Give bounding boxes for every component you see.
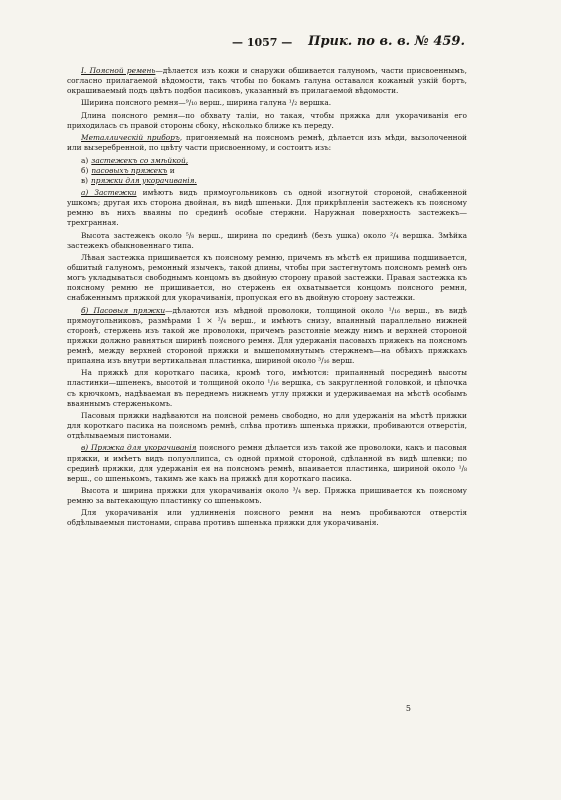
components-list xyxy=(67,156,467,186)
list-item: в) пряжки для укорачиванія. xyxy=(81,175,197,185)
paragraph: На пряжкѣ для короткаго пасика, кромѣ того, имѣются: припаянный посрединѣ высоты пластинки—шпенекъ, высотой и толщиной около ¹/₁₆ вершка, съ закругленной головкой, и цѣпочка съ крючкомъ, надѣваемая въ переднемъ нижнемъ углу пряжки и удерживаемая на мѣстѣ особымъ вваяннымъ стерженькомъ. xyxy=(67,368,467,408)
paragraph: в) Пряжка для укорачиванія поясного ремня дѣлается изъ такой же проволоки, какъ и пасовыя пряжки, и имѣетъ видъ полуэллипса, съ одной прямой стороной, сдѣланной въ видѣ шлевки; по срединѣ пряжки, для удержанія ея на поясномъ ремнѣ, впаивается пластинка, шириной около ¹/₈ верш., со шпенькомъ, такимъ же какъ на пряжкѣ для короткаго пасика. xyxy=(67,443,467,483)
folio-number: 5 xyxy=(405,704,411,713)
term: б) Пасовыя пряжки xyxy=(81,305,166,315)
paragraph: Длина поясного ремня—по обхвату таліи, но такая, чтобы пряжка для укорачиванія его приходилась съ правой стороны сбоку, нѣсколько ближе къ переду. xyxy=(67,110,467,130)
list-item: а) застежекъ со змѣйкой, xyxy=(81,155,189,165)
list-item: б) пасовыхъ пряжекъ и xyxy=(81,165,175,175)
page-number: — 1057 — xyxy=(232,36,293,49)
paragraph: Ширина поясного ремня—⁹/₁₀ верш., ширина галуна ¹/₂ вершка. xyxy=(81,98,332,108)
paragraph: I. Поясной ремень—дѣлается изъ кожи и снаружи обшивается галуномъ, части присвоеннымъ, согласно прилагаемой вѣдомости, такъ чтобы по бокамъ галуна оставался кожаный узкій бортъ, окрашиваемый подъ цвѣтъ подбоя пасиковъ, указанный въ прилагаемой вѣдомости. xyxy=(67,66,467,96)
paragraph: Высота и ширина пряжки для укорачиванія около ³/₄ вер. Пряжка пришивается къ поясному ремню за вытекающую пластинку со шпенькомъ. xyxy=(67,486,467,506)
term: в) Пряжка для укорачиванія xyxy=(81,443,197,453)
term: Металлическій приборъ xyxy=(81,133,180,143)
paragraph: Лѣвая застежка пришивается къ поясному ремню, причемъ въ мѣстѣ ея пришива подшивается, обшитый галуномъ, ремонный язычекъ, такой длины, чтобы при застегнутомъ поясномъ ремнѣ онъ могъ укладываться свободнымъ концомъ въ двойную сторону правой застежки. Правая застежка къ поясному ремню не пришивается, но стержень ея охватывается концомъ поясного ремня, снабженнымъ пряжкой для укорачиванія, пропуская его въ двойную сторону застежки. xyxy=(67,253,467,303)
term: а) Застежки xyxy=(81,188,137,198)
paragraph: Пасовыя пряжки надѣваются на поясной ремень свободно, но для удержанія на мѣстѣ пряжки для короткаго пасика на поясномъ ремнѣ, слѣва противъ шпенька пряжки, пробиваются отверстія, отдѣлываемыя пистонами. xyxy=(67,410,467,441)
paragraph: Для укорачиванія или удлинненія поясного ремня на немъ пробиваются отверстія обдѣлываемыя пистонами, справа противъ шпенька пряжки для укорачиванія. xyxy=(67,508,467,528)
page-header xyxy=(0,36,561,52)
term: I. Поясной ремень xyxy=(81,66,156,75)
paragraph: а) Застежки имѣютъ видъ прямоугольниковъ съ одной изогнутой стороной, снабженной ушкомъ; другая ихъ сторона двойная, въ видѣ шпеньки. Для прикрѣпленія застежекъ къ поясному ремню въ нихъ вваяны по срединѣ особые стержни. Наружная поверхность застежекъ—трехгранная. xyxy=(67,188,468,228)
paragraph: Высота застежекъ около ⁵/₈ верш., ширина по срединѣ (безъ ушка) около ²/₄ вершка. Змѣйка застежекъ обыкновеннаго типа. xyxy=(67,230,467,250)
paragraph: б) Пасовыя пряжки—дѣлаются изъ мѣдной проволоки, толщиной около ¹/₁₆ верш., въ видѣ прямоугольниковъ, размѣрами 1 × ²/₄ верш., и имѣютъ снизу, впаянный параллельно нижней сторонѣ, стержень изъ такой же проволоки, причемъ разстояніе между нимъ и верхней стороной пряжки должно равняться ширинѣ поясного ремня. Для удержанія пасовыхъ пряжекъ на поясномъ ремнѣ, между верхней стороной пряжки и вышепомянутымъ стержнемъ—на обѣихъ пряжкахъ припаяна изъ внутри вертикальная пластинка, шириной около ³/₁₆ верш. xyxy=(67,305,467,366)
document-body xyxy=(67,66,467,531)
order-reference: Прик. по в. в. № 459. xyxy=(308,34,465,49)
paragraph: Металлическій приборъ, пригоняемый на поясномъ ремнѣ, дѣлается изъ мѣди, вызолоченной или вызеребренной, по цвѣту части присвоенному, и состоитъ изъ: xyxy=(67,133,467,153)
